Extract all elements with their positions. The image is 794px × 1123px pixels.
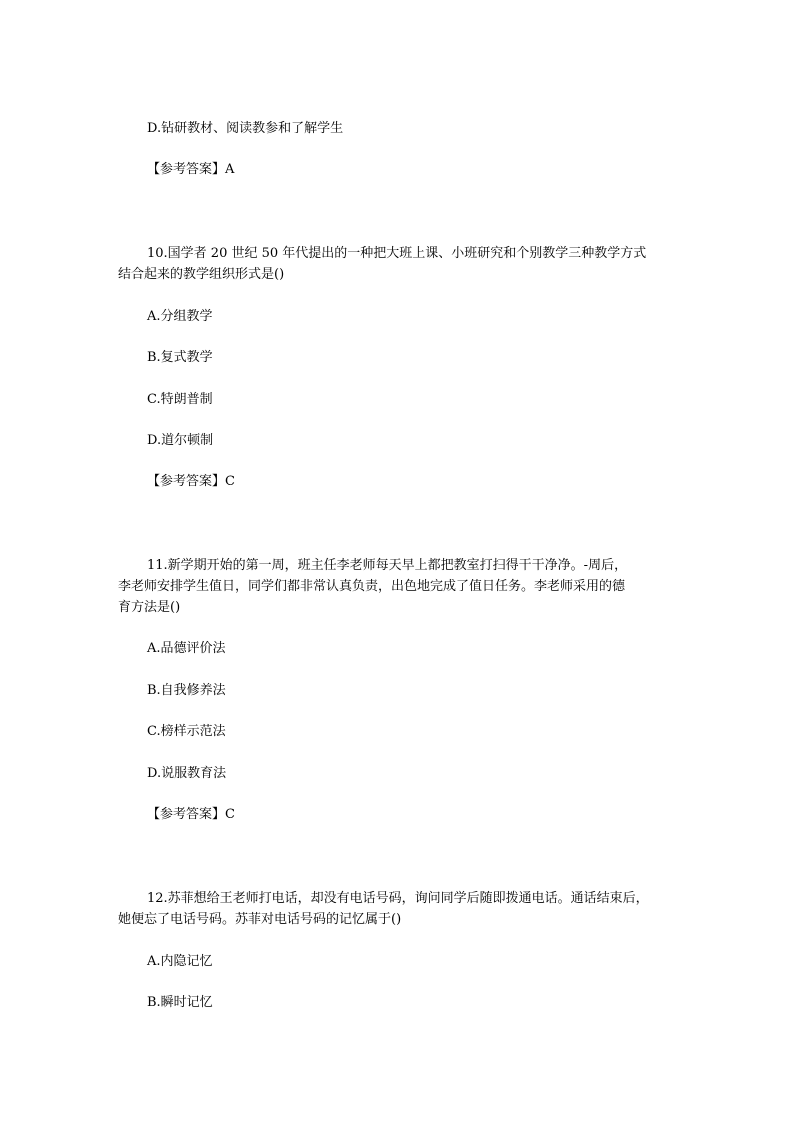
q10-stem-line2: 结合起来的教学组织形式是() [118,267,285,282]
q10-option-c: C.特朗普制 [147,392,213,407]
q12-stem-line2: 她便忘了电话号码。苏菲对电话号码的记忆属于() [118,912,402,927]
q12-option-b: B.瞬时记忆 [147,995,213,1010]
q11-option-b: B.自我修养法 [147,683,226,698]
q10-stem-line1: 10.国学者 20 世纪 50 年代提出的一种把大班上课、小班研究和个别教学三种教学方式 [147,246,647,261]
q9-option-d: D.钻研教材、阅读教参和了解学生 [147,121,344,136]
q12-stem-line1: 12.苏菲想给王老师打电话，却没有电话号码，询问同学后随即拨通电话。通话结束后， [147,891,649,906]
q11-stem-line2: 李老师安排学生值日，同学们都非常认真负责，出色地完成了值日任务。李老师采用的德 [118,579,626,594]
q11-answer: 【参考答案】C [147,807,235,822]
q11-stem-line1: 11.新学期开始的第一周，班主任李老师每天早上都把教室打扫得干干净净。-周后， [147,558,628,573]
q10-answer: 【参考答案】C [147,474,235,489]
q11-option-a: A.品德评价法 [147,641,226,656]
q10-option-b: B.复式教学 [147,350,213,365]
q12-option-a: A.内隐记忆 [147,954,213,969]
q9-answer: 【参考答案】A [147,162,235,177]
q10-option-d: D.道尔顿制 [147,433,214,448]
q11-option-d: D.说服教育法 [147,766,227,781]
q10-option-a: A.分组教学 [147,309,213,324]
q11-stem-line3: 育方法是() [118,600,181,615]
q11-option-c: C.榜样示范法 [147,724,226,739]
